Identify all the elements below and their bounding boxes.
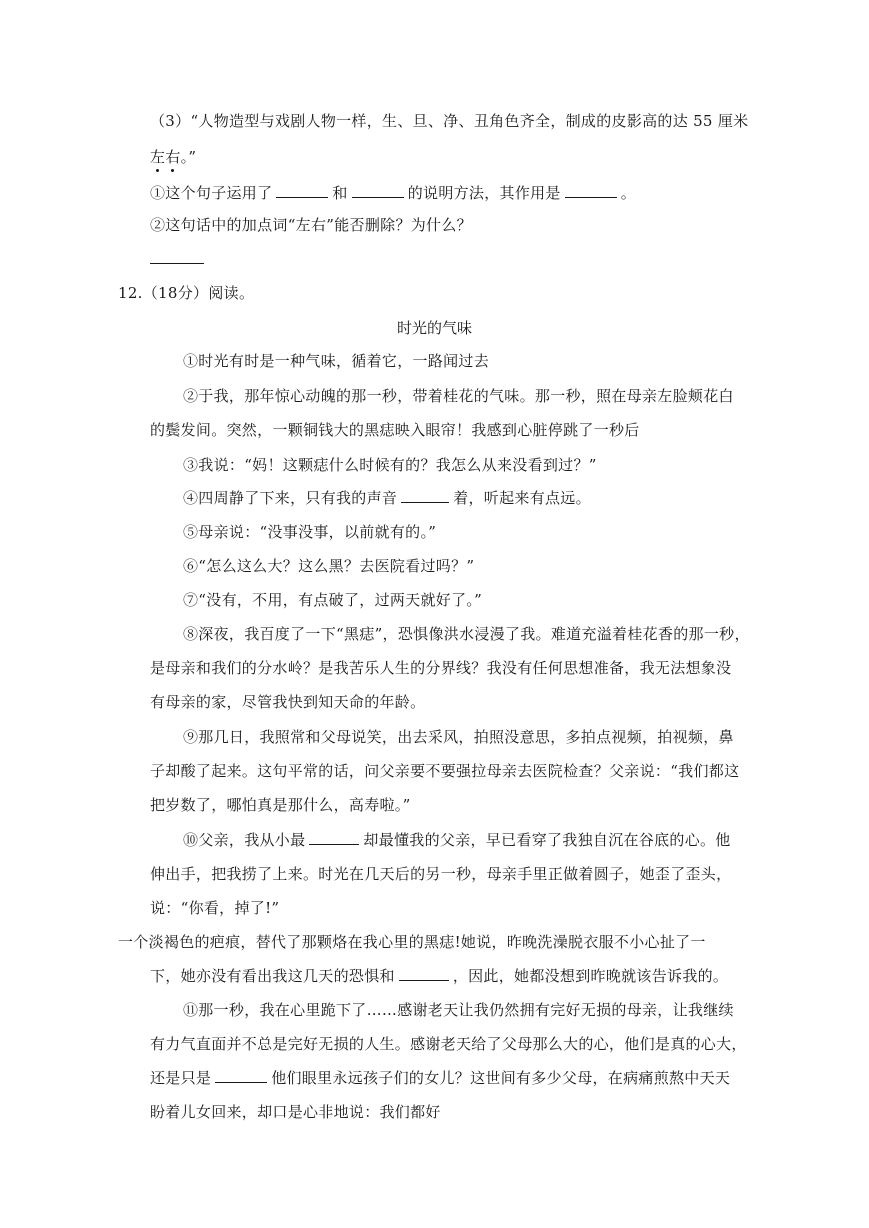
q11-3-line2: 左右。” [150,148,197,166]
answer-blank[interactable] [276,183,328,198]
paragraph-9-line1: ⑨那几日，我照常和父母说笑，出去采风，拍照没意思，多拍点视频，拍视频，鼻 [183,728,734,746]
paragraph-3: ③我说：“妈！这颗痣什么时候有的？我怎么从来没看到过？” [183,456,597,474]
emphasis-dot-char: 右 [165,148,181,166]
answer-blank[interactable] [399,966,449,981]
paragraph-9-line2: 子却酸了起来。这句平常的话，问父亲要不要强拉母亲去医院检查？父亲说：“我们都这 [150,762,740,780]
paragraph-7: ⑦“没有，不用，有点破了，过两天就好了。” [183,591,483,609]
paragraph-11-line4: 盼着儿女回来，却口是心非地说：我们都好 [150,1103,441,1121]
answer-blank[interactable] [565,183,617,198]
q12-header: 12.（18分）阅读。 [118,284,255,302]
paragraph-10-line2: 伸出手，把我捞了上来。时光在几天后的另一秒，母亲手里正做着圆子，她歪了歪头， [150,865,732,883]
paragraph-4: ④四周静了下来，只有我的声音 着，听起来有点远。 [183,489,591,507]
answer-blank[interactable] [150,249,204,264]
paragraph-9-line3: 把岁数了，哪怕真是那什么，高寿啦。” [150,796,411,814]
paragraph-11-line3: 还是只是 他们眼里永远孩子们的女儿？这世间有多少父母，在病痛煎熬中天天 [150,1069,731,1087]
paragraph-6: ⑥“怎么这么大？这么黑？去医院看过吗？” [183,557,475,575]
answer-blank[interactable] [309,830,359,845]
answer-blank[interactable] [215,1068,267,1083]
paragraph-11-line2: 有力气直面并不总是完好无损的人生。感谢老天给了父母那么大的心，他们是真的心大， [150,1035,747,1053]
paragraph-1: ①时光有时是一种气味，循着它，一路闻过去 [183,352,490,370]
paragraph-2-line1: ②于我，那年惊心动魄的那一秒，带着桂花的气味。那一秒，照在母亲左脸颊花白 [183,387,734,405]
paragraph-8-line3: 有母亲的家，尽管我快到知天命的年龄。 [150,693,426,711]
q11-3-line1: （3）“人物造型与戏剧人物一样，生、旦、净、丑角色齐全，制成的皮影高的达 55 厘米 [150,112,749,130]
emphasis-dot-char: 左 [150,148,166,166]
passage-title: 时光的气味 [396,319,472,337]
q11-3-sub2: ②这句话中的加点词“左右”能否删除？为什么？ [150,216,472,234]
q11-3-answer-line[interactable] [150,248,204,270]
paragraph-10-line4: 一个淡褐色的疤痕，替代了那颗烙在我心里的黑痣!她说，昨晚洗澡脱衣服不小心扯了一 [118,933,706,951]
answer-blank[interactable] [401,488,449,503]
paragraph-8-line1: ⑧深夜，我百度了一下“黑痣”，恐惧像洪水浸漫了我。难道充溢着桂花香的那一秒， [183,625,750,643]
paragraph-8-line2: 是母亲和我们的分水岭？是我苦乐人生的分界线？我没有任何思想准备，我无法想象没 [150,659,732,677]
paragraph-10-line1: ⑩父亲，我从小最 却最懂我的父亲，早已看穿了我独自沉在谷底的心。他 [183,831,731,849]
q11-3-sub1: ①这个句子运用了 和 的说明方法，其作用是 。 [150,184,637,202]
paragraph-11-line1: ⑪那一秒，我在心里跪下了……感谢老天让我仍然拥有完好无损的母亲，让我继续 [183,1001,734,1019]
paragraph-10-line5: 下，她亦没有看出我这几天的恐惧和 ，因此，她都没想到昨晚就该告诉我的。 [150,967,729,985]
paragraph-2-line2: 的鬓发间。突然，一颗铜钱大的黑痣映入眼帘！我感到心脏停跳了一秒后 [150,421,640,439]
answer-blank[interactable] [352,183,404,198]
paragraph-10-line3: 说：“你看，掉了!” [150,899,280,917]
paragraph-5: ⑤母亲说：“没事没事，以前就有的。” [183,523,437,541]
